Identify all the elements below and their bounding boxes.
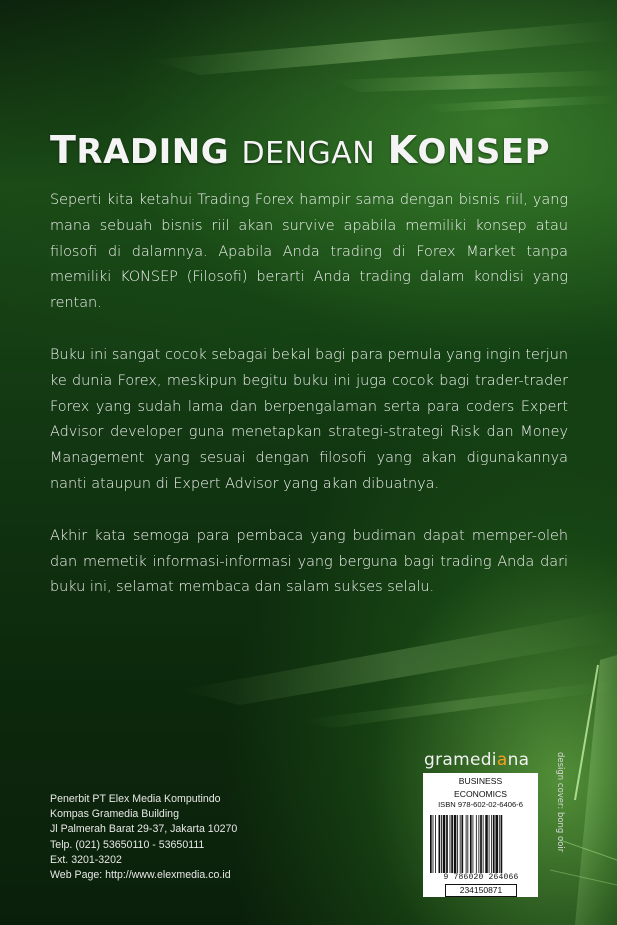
barcode-digits: 9 786020 264066 (443, 873, 519, 882)
barcode-bar (435, 815, 436, 873)
barcode-bar (473, 815, 474, 873)
publisher-building: Kompas Gramedia Building (50, 808, 179, 821)
barcode-bar (450, 815, 451, 873)
barcode-bar (491, 815, 492, 873)
title-word-2: DENGAN (241, 136, 376, 171)
barcode-bar (478, 815, 479, 873)
barcode-bar (457, 815, 458, 873)
blurb-paragraph-2: Buku ini sangat cocok sebagai bekal bagi para pemula yang ingin terjun ke dunia Forex, meskipun begitu buku ini juga cocok bagi trader-trader Forex yang sudah lama dan berpengalaman serta para coders Expert Advisor developer guna menetapkan strategi-strategi Risk dan Money Management yang sesuai dengan filosofi yang akan digunakannya nanti ataupun di Expert Advisor yang akan dibuatnya. (50, 346, 568, 492)
barcode-bar (476, 815, 477, 873)
publisher-name: Penerbit PT Elex Media Komputindo (50, 793, 221, 805)
book-title (50, 128, 570, 172)
title-word-1: RADING (76, 132, 230, 172)
barcode-bar (480, 815, 482, 873)
publisher-info (50, 792, 330, 883)
barcode-product-code: 234150871 (445, 884, 517, 897)
logo-accent: a (496, 750, 508, 770)
barcode-bar (430, 815, 432, 873)
title-cap-3: K (387, 128, 418, 172)
barcode-bar (454, 815, 457, 873)
blurb-paragraph-1: Seperti kita ketahui Trading Forex hampir sama dengan bisnis riil, yang mana sebuah bisnis riil akan survive apabila memiliki konsep atau filosofi di dalamnya. Apabila Anda trading di Forex Market tanpa memiliki KONSEP (Filosofi) berarti Anda trading dalam kondisi yang rentan. (50, 192, 568, 312)
designer-credit: design cover: bong ooir (555, 752, 565, 853)
category-line-1: BUSINESS (458, 776, 503, 786)
barcode-bar (446, 815, 448, 873)
title-cap-1: T (50, 128, 77, 172)
barcode-bar (441, 815, 442, 873)
barcode-bar (461, 815, 463, 873)
publisher-ext: Ext. 3201-3202 (50, 853, 122, 866)
barcode-bar (433, 815, 434, 873)
isbn-barcode-label (423, 773, 538, 897)
barcode-bar (467, 815, 468, 873)
barcode-bar (485, 815, 488, 873)
barcode-bar (483, 815, 484, 873)
isbn-number: ISBN 978-602-02-6406-6 (438, 800, 523, 809)
publisher-address: Jl Palmerah Barat 29-37, Jakarta 10270 (50, 823, 238, 836)
title-word-3: ONSEP (417, 132, 551, 172)
publisher-phone: Telp. (021) 53650110 - 53650111 (50, 838, 205, 851)
category-line-2: ECONOMICS (454, 789, 507, 799)
barcode-bar (470, 815, 472, 873)
blurb (50, 188, 568, 627)
barcode-bar (451, 815, 453, 873)
blurb-paragraph-3: Akhir kata semoga para pembaca yang budiman dapat memper-oleh dan memetik informasi-informasi yang berguna bagi trading Anda dari buku ini, selamat membaca dan salam sukses selalu. (50, 527, 568, 596)
gramediana-logo: gramediana (424, 750, 530, 770)
barcode-bar (460, 815, 461, 873)
barcode-bar (439, 815, 441, 873)
barcode-bar (501, 815, 503, 873)
barcode-bar (495, 815, 498, 873)
barcode-icon (429, 815, 533, 873)
barcode-bar (443, 815, 446, 873)
barcode-bar (493, 815, 495, 873)
barcode-bar (499, 815, 500, 873)
publisher-web: Web Page: http://www.elexmedia.co.id (50, 869, 231, 882)
barcode-bar (489, 815, 490, 873)
barcode-bar (466, 815, 467, 873)
